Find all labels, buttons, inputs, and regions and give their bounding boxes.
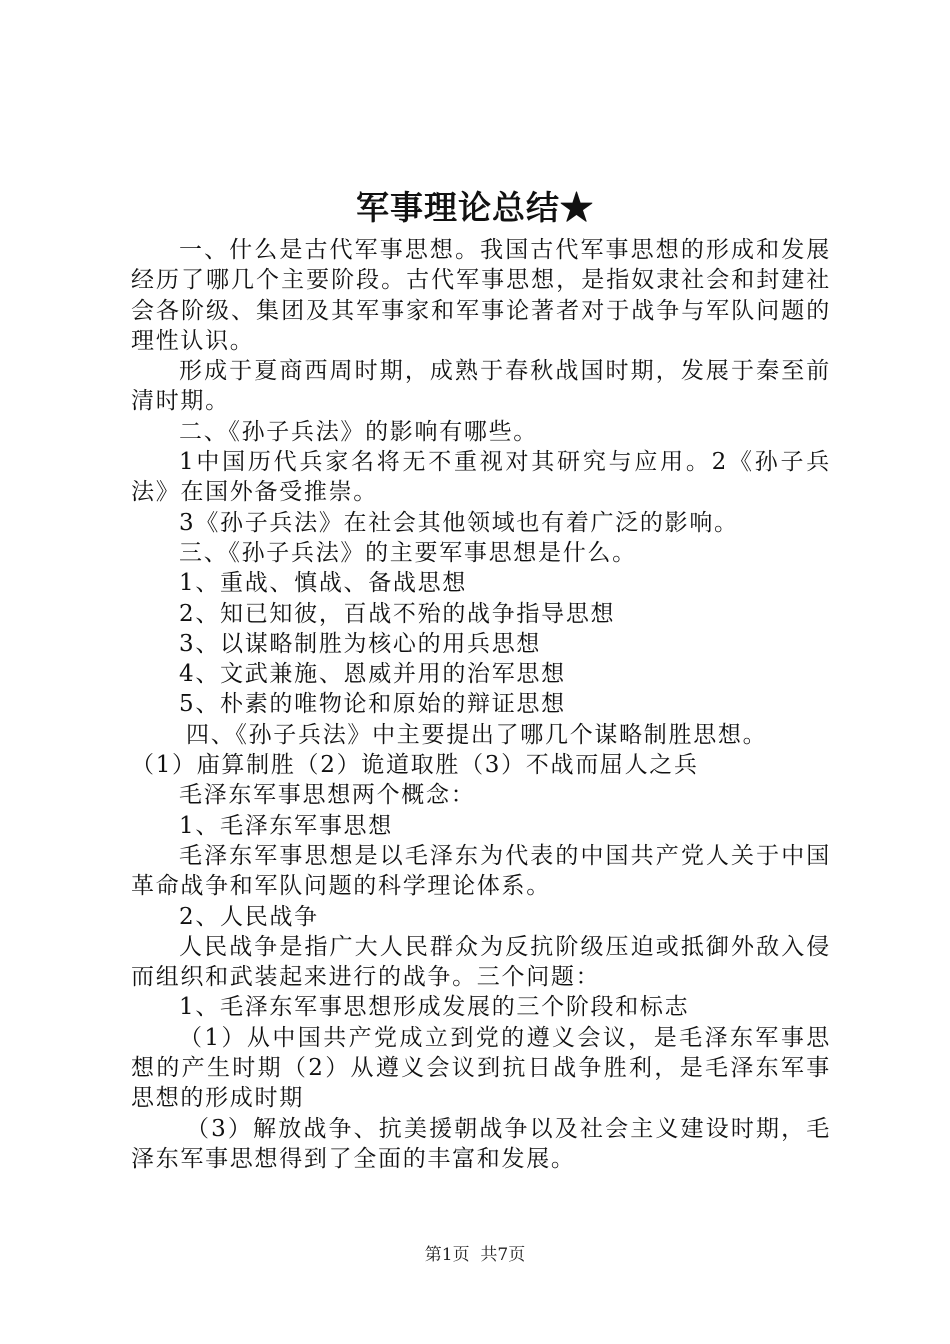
- paragraph: 2、知已知彼，百战不殆的战争指导思想: [179, 600, 616, 627]
- paragraph: 1中国历代兵家名将无不重视对其研究与应用。2《孙子兵法》在国外备受推崇。: [131, 449, 831, 506]
- paragraph: （1）庙算制胜（2）诡道取胜（3）不战而屈人之兵: [131, 752, 699, 779]
- paragraph: 形成于夏商西周时期，成熟于春秋战国时期，发展于秦至前清时期。: [131, 358, 831, 415]
- paragraph: 人民战争是指广大人民群众为反抗阶级压迫或抵御外敌入侵而组织和武装起来进行的战争。三个问题：: [131, 933, 831, 991]
- paragraph: 一、什么是古代军事思想。我国古代军事思想的形成和发展经历了哪几个主要阶段。古代军事思想，是指奴隶社会和封建社会各阶级、集团及其军事家和军事论著者对于战争与军队问题的理性认识。: [131, 237, 831, 354]
- document-body: [131, 235, 831, 1174]
- paragraph: 1、毛泽东军事思想形成发展的三个阶段和标志: [179, 994, 690, 1021]
- document-title: 军事理论总结★: [356, 188, 594, 227]
- paragraph: 4、文武兼施、恩威并用的治军思想: [179, 661, 566, 688]
- paragraph: 1、重战、慎战、备战思想: [179, 570, 468, 597]
- paragraph: 3《孙子兵法》在社会其他领域也有着广泛的影响。: [179, 509, 739, 536]
- paragraph: 三、《孙子兵法》的主要军事思想是什么。: [179, 539, 637, 566]
- paragraph: 3、以谋略制胜为核心的用兵思想: [179, 630, 542, 657]
- paragraph: 二、《孙子兵法》的影响有哪些。: [179, 418, 538, 445]
- page-footer: [0, 1243, 950, 1267]
- paragraph: 5、朴素的唯物论和原始的辩证思想: [179, 691, 566, 718]
- paragraph: 毛泽东军事思想两个概念：: [179, 782, 476, 809]
- paragraph: 四、《孙子兵法》中主要提出了哪几个谋略制胜思想。: [186, 721, 768, 748]
- page-total: 共7页: [480, 1245, 526, 1265]
- paragraph: 毛泽东军事思想是以毛泽东为代表的中国共产党人关于中国革命战争和军队问题的科学理论体系。: [131, 842, 831, 900]
- paragraph: （3）解放战争、抗美援朝战争以及社会主义建设时期，毛泽东军事思想得到了全面的丰富和发展。: [131, 1115, 831, 1172]
- page-number: 第1页: [424, 1245, 470, 1265]
- paragraph: 2、人民战争: [179, 903, 319, 930]
- paragraph: 1、毛泽东军事思想: [179, 812, 393, 839]
- paragraph: （1）从中国共产党成立到党的遵义会议，是毛泽东军事思想的产生时期（2）从遵义会议到抗日战争胜利，是毛泽东军事思想的形成时期: [131, 1024, 831, 1112]
